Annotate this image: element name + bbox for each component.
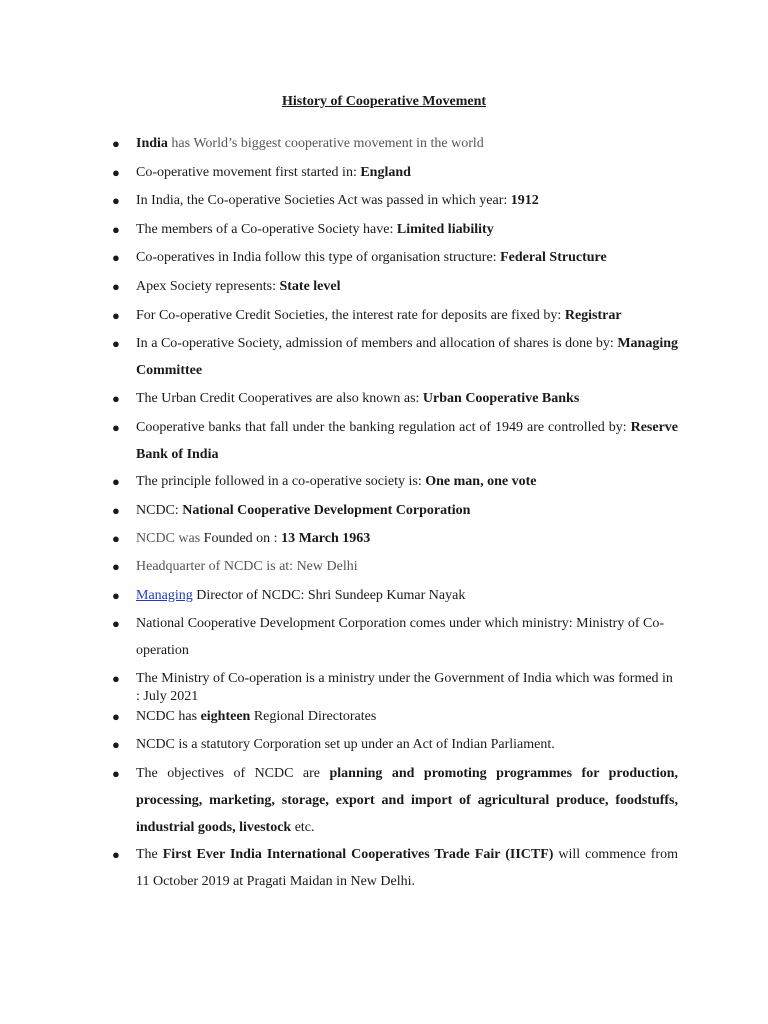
bullet-icon: ● — [112, 279, 120, 294]
document-title: History of Cooperative Movement — [281, 94, 487, 109]
list-item: ● The objectives of NCDC are planning and promoting programmes for production, processing, marketing, storage, export and import of agricultural produce, foodstuffs, industrial goods, livestock etc. — [136, 760, 678, 841]
list-item: ● The principle followed in a co-operative society is: One man, one vote — [136, 468, 678, 495]
list-item: ● Headquarter of NCDC is at: New Delhi — [136, 553, 678, 580]
bullet-icon: ● — [112, 503, 120, 518]
bullet-icon: ● — [112, 616, 120, 631]
list-item: ● The Urban Credit Cooperatives are also known as: Urban Cooperative Banks — [136, 385, 678, 412]
list-item: ● The First Ever India International Cooperatives Trade Fair (IICTF) will commence from 11 October 2019 at Pragati Maidan in New Delhi. — [136, 841, 678, 895]
bullet-icon: ● — [112, 671, 120, 686]
list-item: ● NCDC has eighteen Regional Directorates — [136, 703, 678, 730]
list-item: ● Co-operatives in India follow this type of organisation structure: Federal Structure — [136, 244, 678, 271]
list-item: ● India has World’s biggest cooperative movement in the world — [136, 130, 678, 157]
list-item: ● Apex Society represents: State level — [136, 273, 678, 300]
list-item: ● The Ministry of Co-operation is a ministry under the Government of India which was formed in : July 2021 — [112, 671, 673, 704]
bullet-icon: ● — [112, 766, 120, 781]
list-item: ● In a Co-operative Society, admission of members and allocation of shares is done by: Managing Committee — [136, 330, 678, 384]
bullet-icon: ● — [112, 165, 120, 180]
bullet-icon: ● — [112, 420, 120, 435]
list-item: ● NCDC is a statutory Corporation set up under an Act of Indian Parliament. — [136, 731, 678, 758]
list-item: ● Managing Director of NCDC: Shri Sundeep Kumar Nayak — [136, 582, 678, 609]
bullet-icon: ● — [112, 308, 120, 323]
bullet-icon: ● — [112, 250, 120, 265]
list-item: ● For Co-operative Credit Societies, the interest rate for deposits are fixed by: Registrar — [136, 302, 678, 329]
bullet-icon: ● — [112, 588, 120, 603]
list-item: ● In India, the Co-operative Societies Act was passed in which year: 1912 — [136, 187, 678, 214]
list-item: ● NCDC: National Cooperative Development Corporation — [136, 497, 678, 524]
bullet-icon: ● — [112, 559, 120, 574]
bullet-icon: ● — [112, 222, 120, 237]
managing-link[interactable]: Managing — [136, 588, 193, 603]
bullet-icon: ● — [112, 531, 120, 546]
list-item: ● Cooperative banks that fall under the banking regulation act of 1949 are controlled by: Reserve Bank of India — [136, 414, 678, 468]
bullet-icon: ● — [112, 391, 120, 406]
list-item: ● National Cooperative Development Corporation comes under which ministry: Ministry of Co-operation — [136, 610, 678, 664]
bullet-icon: ● — [112, 136, 120, 151]
list-item: ● Co-operative movement first started in: England — [136, 159, 678, 186]
bullet-icon: ● — [112, 474, 120, 489]
list-item: ● The members of a Co-operative Society have: Limited liability — [136, 216, 678, 243]
list-item: ● NCDC was Founded on : 13 March 1963 — [136, 525, 678, 552]
bullet-icon: ● — [112, 193, 120, 208]
bullet-icon: ● — [112, 737, 120, 752]
bullet-icon: ● — [112, 847, 120, 862]
bullet-icon: ● — [112, 336, 120, 351]
bullet-icon: ● — [112, 709, 120, 724]
